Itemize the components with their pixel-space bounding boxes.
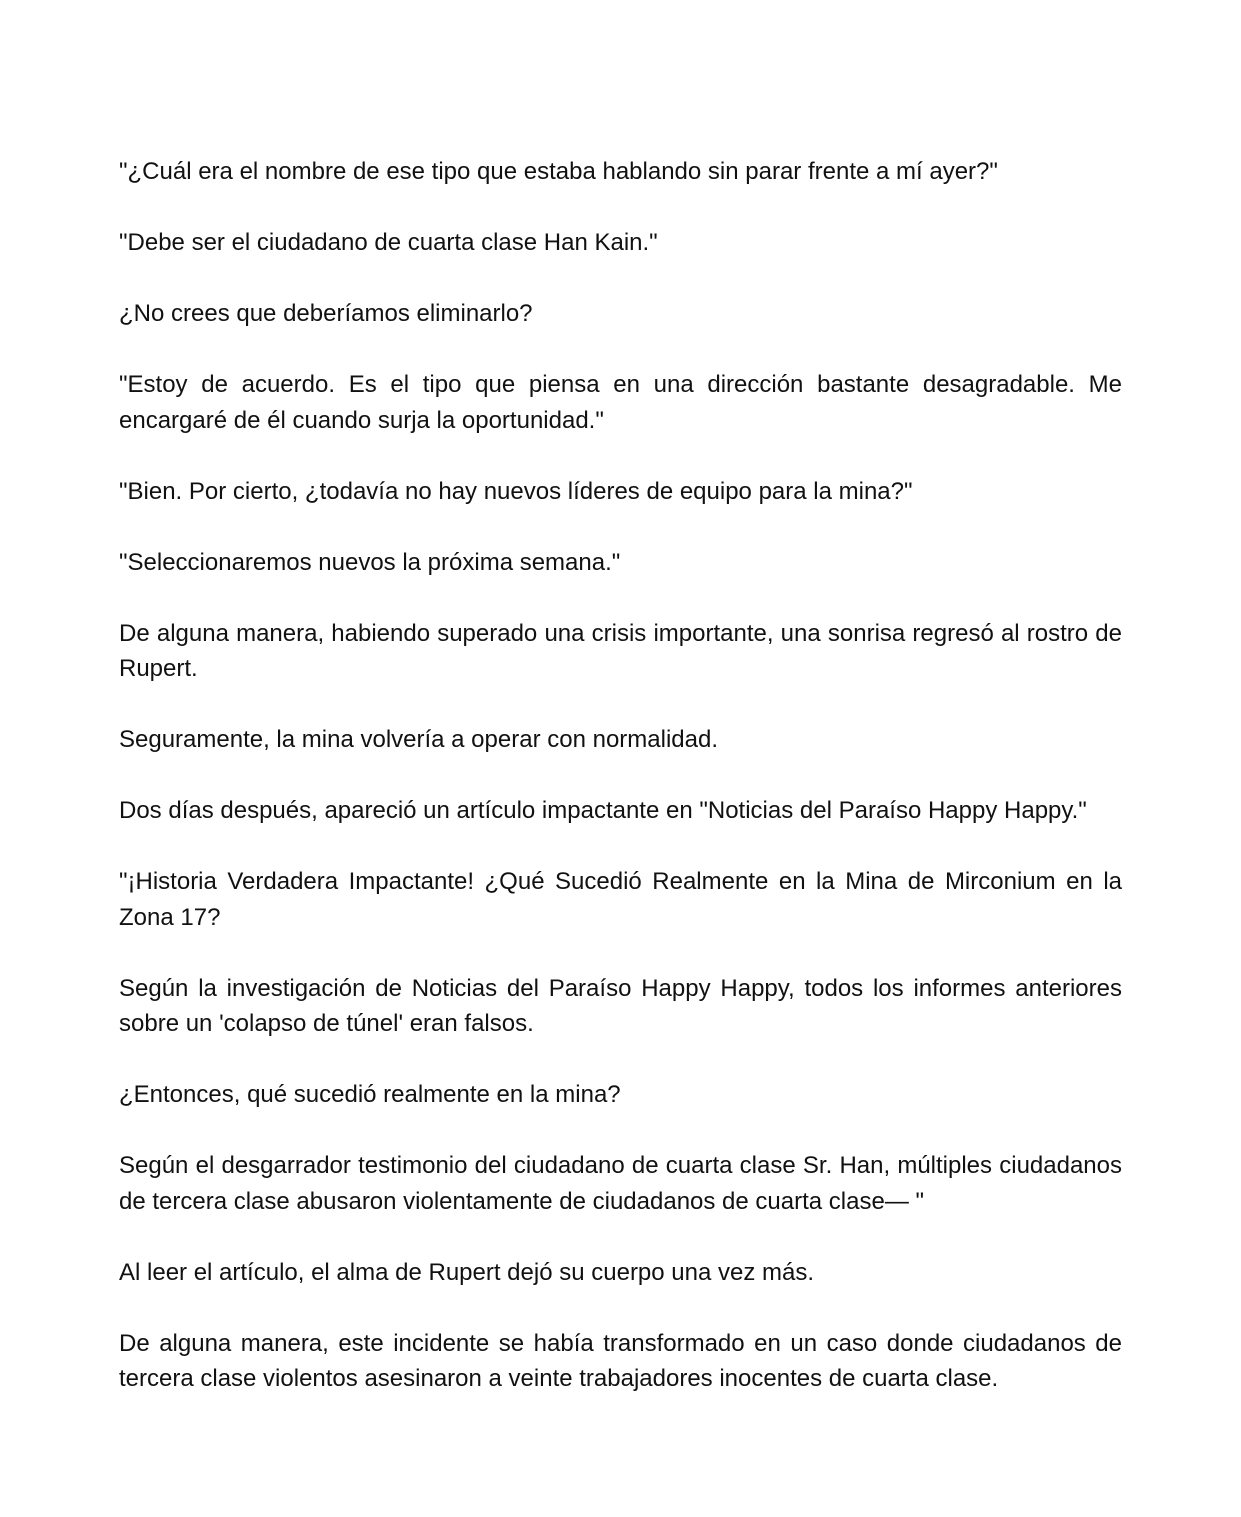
paragraph-6: "Seleccionaremos nuevos la próxima semana." bbox=[119, 548, 621, 576]
paragraph-13: Según el desgarrador testimonio del ciudadano de cuarta clase Sr. Han, múltiples ciudadanos de tercera clase abusaron violentamente de ciudadanos de cuarta clase— " bbox=[119, 1152, 1122, 1215]
paragraph-7: De alguna manera, habiendo superado una crisis importante, una sonrisa regresó al rostro de Rupert. bbox=[119, 619, 1122, 682]
paragraph-9: Dos días después, apareció un artículo impactante en "Noticias del Paraíso Happy Happy." bbox=[119, 797, 1087, 824]
paragraph-14: Al leer el artículo, el alma de Rupert dejó su cuerpo una vez más. bbox=[119, 1258, 815, 1286]
paragraph-1: "¿Cuál era el nombre de ese tipo que estaba hablando sin parar frente a mí ayer?" bbox=[119, 158, 998, 185]
paragraph-2: "Debe ser el ciudadano de cuarta clase Han Kain." bbox=[119, 229, 658, 256]
paragraph-15: De alguna manera, este incidente se había transformado en un caso donde ciudadanos de tercera clase violentos asesinaron a veinte trabajadores inocentes de cuarta clase. bbox=[119, 1329, 1122, 1392]
paragraph-4: "Estoy de acuerdo. Es el tipo que piensa en una dirección bastante desagradable. Me encargaré de él cuando surja la oportunidad." bbox=[119, 371, 1122, 434]
document-page bbox=[119, 154, 1122, 1397]
paragraph-8: Seguramente, la mina volvería a operar con normalidad. bbox=[119, 726, 718, 753]
paragraph-12: ¿Entonces, qué sucedió realmente en la mina? bbox=[119, 1081, 621, 1108]
paragraph-11: Según la investigación de Noticias del Paraíso Happy Happy, todos los informes anteriores sobre un 'colapso de túnel' eran falsos. bbox=[119, 974, 1122, 1037]
paragraph-3: ¿No crees que deberíamos eliminarlo? bbox=[119, 300, 533, 327]
paragraph-10: "¡Historia Verdadera Impactante! ¿Qué Sucedió Realmente en la Mina de Mirconium en la Zona 17? bbox=[119, 868, 1122, 931]
paragraph-5: "Bien. Por cierto, ¿todavía no hay nuevos líderes de equipo para la mina?" bbox=[119, 477, 913, 505]
